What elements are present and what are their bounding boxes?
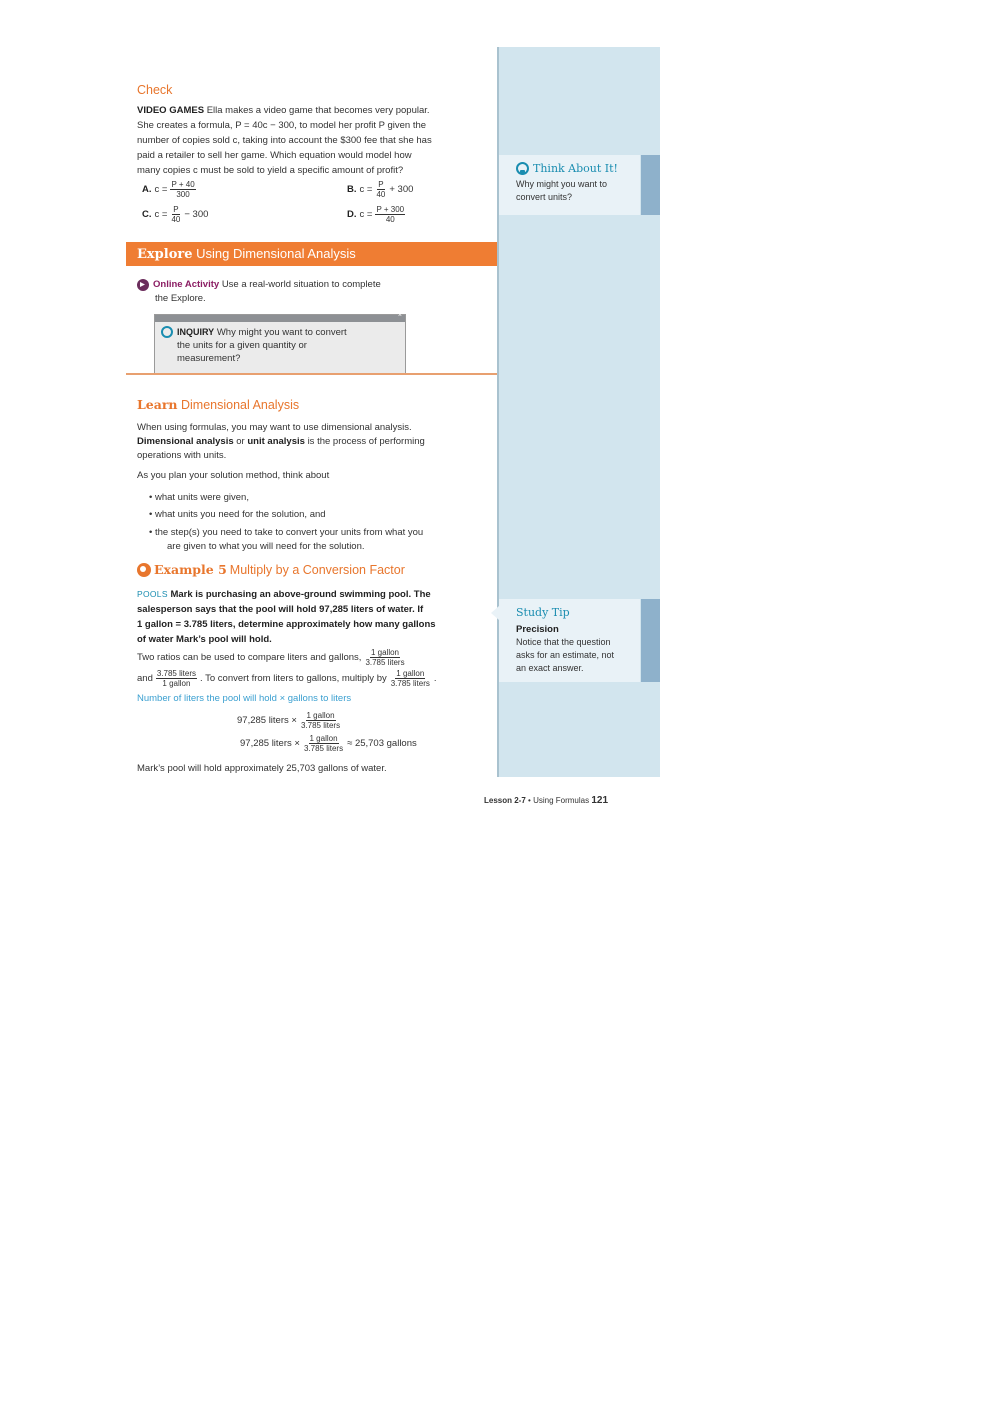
example-question [137,587,482,647]
choice-c[interactable] [142,205,208,224]
inquiry-body [155,322,405,369]
thought-bubble-icon [516,162,529,175]
fraction-numerator: P [378,180,384,189]
choice-tail: + 300 [389,184,414,195]
inquiry-label: INQUIRY [177,327,215,337]
term-unit-analysis: unit analysis [247,436,305,447]
ratio-fraction [364,648,405,667]
think-about-it-text [516,178,631,204]
equation-fraction [303,734,344,753]
study-tip-pointer [491,606,499,620]
fraction-denominator: 3.785 liters [390,679,430,688]
learn-paragraph [137,421,482,483]
check-line-2: She creates a formula, P = 40c − 300, to model her profit P given the [137,120,427,131]
explore-header [126,242,497,266]
example-heading [137,562,405,577]
inquiry-titlebar [155,312,405,322]
bullet-item: • what units were given, [149,492,249,503]
choice-tail: − 300 [184,209,209,220]
fraction-numerator: 1 gallon [306,711,335,720]
bullet-item: • what units you need for the solution, and [149,509,326,520]
fraction-numerator: 1 gallon [396,669,425,678]
think-about-it-title [516,162,631,175]
choice-fraction [375,205,405,224]
fraction-numerator: P [173,205,179,214]
example-title: Multiply by a Conversion Factor [229,562,405,577]
think-tab [641,155,660,215]
check-problem [137,103,482,178]
choice-d[interactable] [347,205,405,224]
online-text-1: Use a real-world situation to complete [221,279,381,290]
explore-title: Using Dimensional Analysis [196,246,356,261]
equation-lhs: 97,285 liters × [240,738,300,749]
check-line-4: paid a retailer to sell her game. Which equation would model how [137,150,412,161]
page-number: 121 [591,795,609,806]
tip-line-1: Notice that the question [516,637,611,647]
footer-separator: • [528,796,531,805]
inquiry-icon [161,326,173,338]
choice-letter: B. [347,184,357,195]
bullet-item-continuation: are given to what you will need for the solution. [167,541,365,552]
learn-bullets [149,489,479,554]
fraction-denominator: 3.785 liters [303,744,344,753]
ratio-fraction [390,669,431,688]
question-line-1: Mark is purchasing an above-ground swimming pool. The [170,589,431,600]
bullet-item: • the step(s) you need to take to convert your units from what you [149,527,424,538]
choice-letter: C. [142,209,152,220]
online-activity-label: Online Activity [153,279,220,290]
globe-icon [137,563,151,577]
choice-letter: A. [142,184,152,195]
learn-line-1: When using formulas, you may want to use dimensional analysis. [137,422,412,433]
inquiry-line-3: measurement? [177,353,241,364]
check-line-1: Ella makes a video game that becomes very popular. [206,105,430,116]
example-conclusion: Mark’s pool will hold approximately 25,703 gallons of water. [137,763,387,774]
learn-heading [137,397,299,412]
ratio-end: . [433,673,437,684]
think-about-it-box [499,155,640,215]
inquiry-box [154,314,406,374]
inquiry-line-2: the units for a given quantity or [177,340,307,351]
question-line-4: of water Mark’s pool will hold. [137,634,272,645]
ratio-text: Two ratios can be used to compare liters and gallons, [137,652,362,663]
choice-lhs: c = [359,184,373,195]
choice-lhs: c = [359,209,373,220]
verbal-model: Number of liters the pool will hold × gallons to liters [137,693,352,704]
study-tip-title: Study Tip [516,606,570,619]
question-line-3: 1 gallon = 3.785 liters, determine approximately how many gallons [137,619,436,630]
fraction-numerator: P + 40 [171,180,195,189]
choice-lhs: c = [154,184,168,195]
choice-lhs: c = [154,209,168,220]
tip-line-2: asks for an estimate, not [516,650,615,660]
online-text-2: the Explore. [155,293,206,304]
check-heading: Check [137,83,173,97]
equation-1 [237,711,341,730]
play-icon [137,279,149,291]
footer-title: Using Formulas [533,796,590,805]
choice-fraction [170,180,195,199]
equation-fraction [300,711,341,730]
explore-bold: Explore [137,247,193,262]
learn-line-3: operations with units. [137,450,227,461]
study-tip-subtitle: Precision [516,624,559,635]
choice-b[interactable] [347,180,413,199]
choice-letter: D. [347,209,357,220]
footer-lesson: Lesson 2-7 [484,796,526,805]
learn-line-4: As you plan your solution method, think about [137,470,330,481]
example-tag: POOLS [137,589,168,599]
learn-bold: Learn [137,397,178,412]
equation-2 [240,734,417,753]
study-tip-text [516,636,631,675]
fraction-denominator: 300 [176,190,190,199]
think-line-2: convert units? [516,192,573,202]
check-tag: VIDEO GAMES [137,105,205,116]
ratio-text: . To convert from liters to gallons, multiply by [200,673,387,684]
study-tip-tab [641,599,660,682]
question-line-2: salesperson says that the pool will hold 97,285 liters of water. If [137,604,424,615]
fraction-numerator: 1 gallon [309,734,338,743]
think-line-1: Why might you want to [516,179,608,189]
section-divider [126,373,497,375]
page-footer [484,795,608,806]
ratio-line-2 [137,669,437,688]
check-line-5: many copies c must be sold to yield a specific amount of profit? [137,165,404,176]
fraction-denominator: 3.785 liters [300,721,341,730]
ratio-and: and [137,673,153,684]
learn-title: Dimensional Analysis [181,398,300,412]
tip-line-3: an exact answer. [516,663,584,673]
fraction-numerator: 3.785 liters [156,669,196,678]
answer-choices [142,180,442,228]
term-dimensional-analysis: Dimensional analysis [137,436,234,447]
study-tip-box [499,599,640,682]
learn-line-2-rest: is the process of performing [307,436,425,447]
choice-a[interactable] [142,180,196,199]
check-line-3: number of copies sold c, taking into account the $300 fee that she has [137,135,432,146]
fraction-numerator: 1 gallon [370,648,400,657]
close-icon[interactable]: × [397,312,402,319]
learn-or: or [236,436,245,447]
fraction-denominator: 1 gallon [162,679,191,688]
equation-lhs: 97,285 liters × [237,715,297,726]
fraction-denominator: 40 [385,215,395,224]
choice-fraction [170,205,181,224]
fraction-denominator: 40 [171,215,181,224]
ratio-fraction [156,669,197,688]
online-activity[interactable] [137,278,381,306]
equation-rhs: ≈ 25,703 gallons [347,738,417,749]
ratio-line-1 [137,648,406,667]
fraction-denominator: 3.785 liters [365,658,405,667]
inquiry-line-1: Why might you want to convert [216,327,347,338]
fraction-numerator: P + 300 [376,205,405,214]
choice-fraction [375,180,386,199]
fraction-denominator: 40 [376,190,386,199]
example-bold: Example 5 [154,562,227,577]
think-title-text: Think About It! [533,162,618,175]
